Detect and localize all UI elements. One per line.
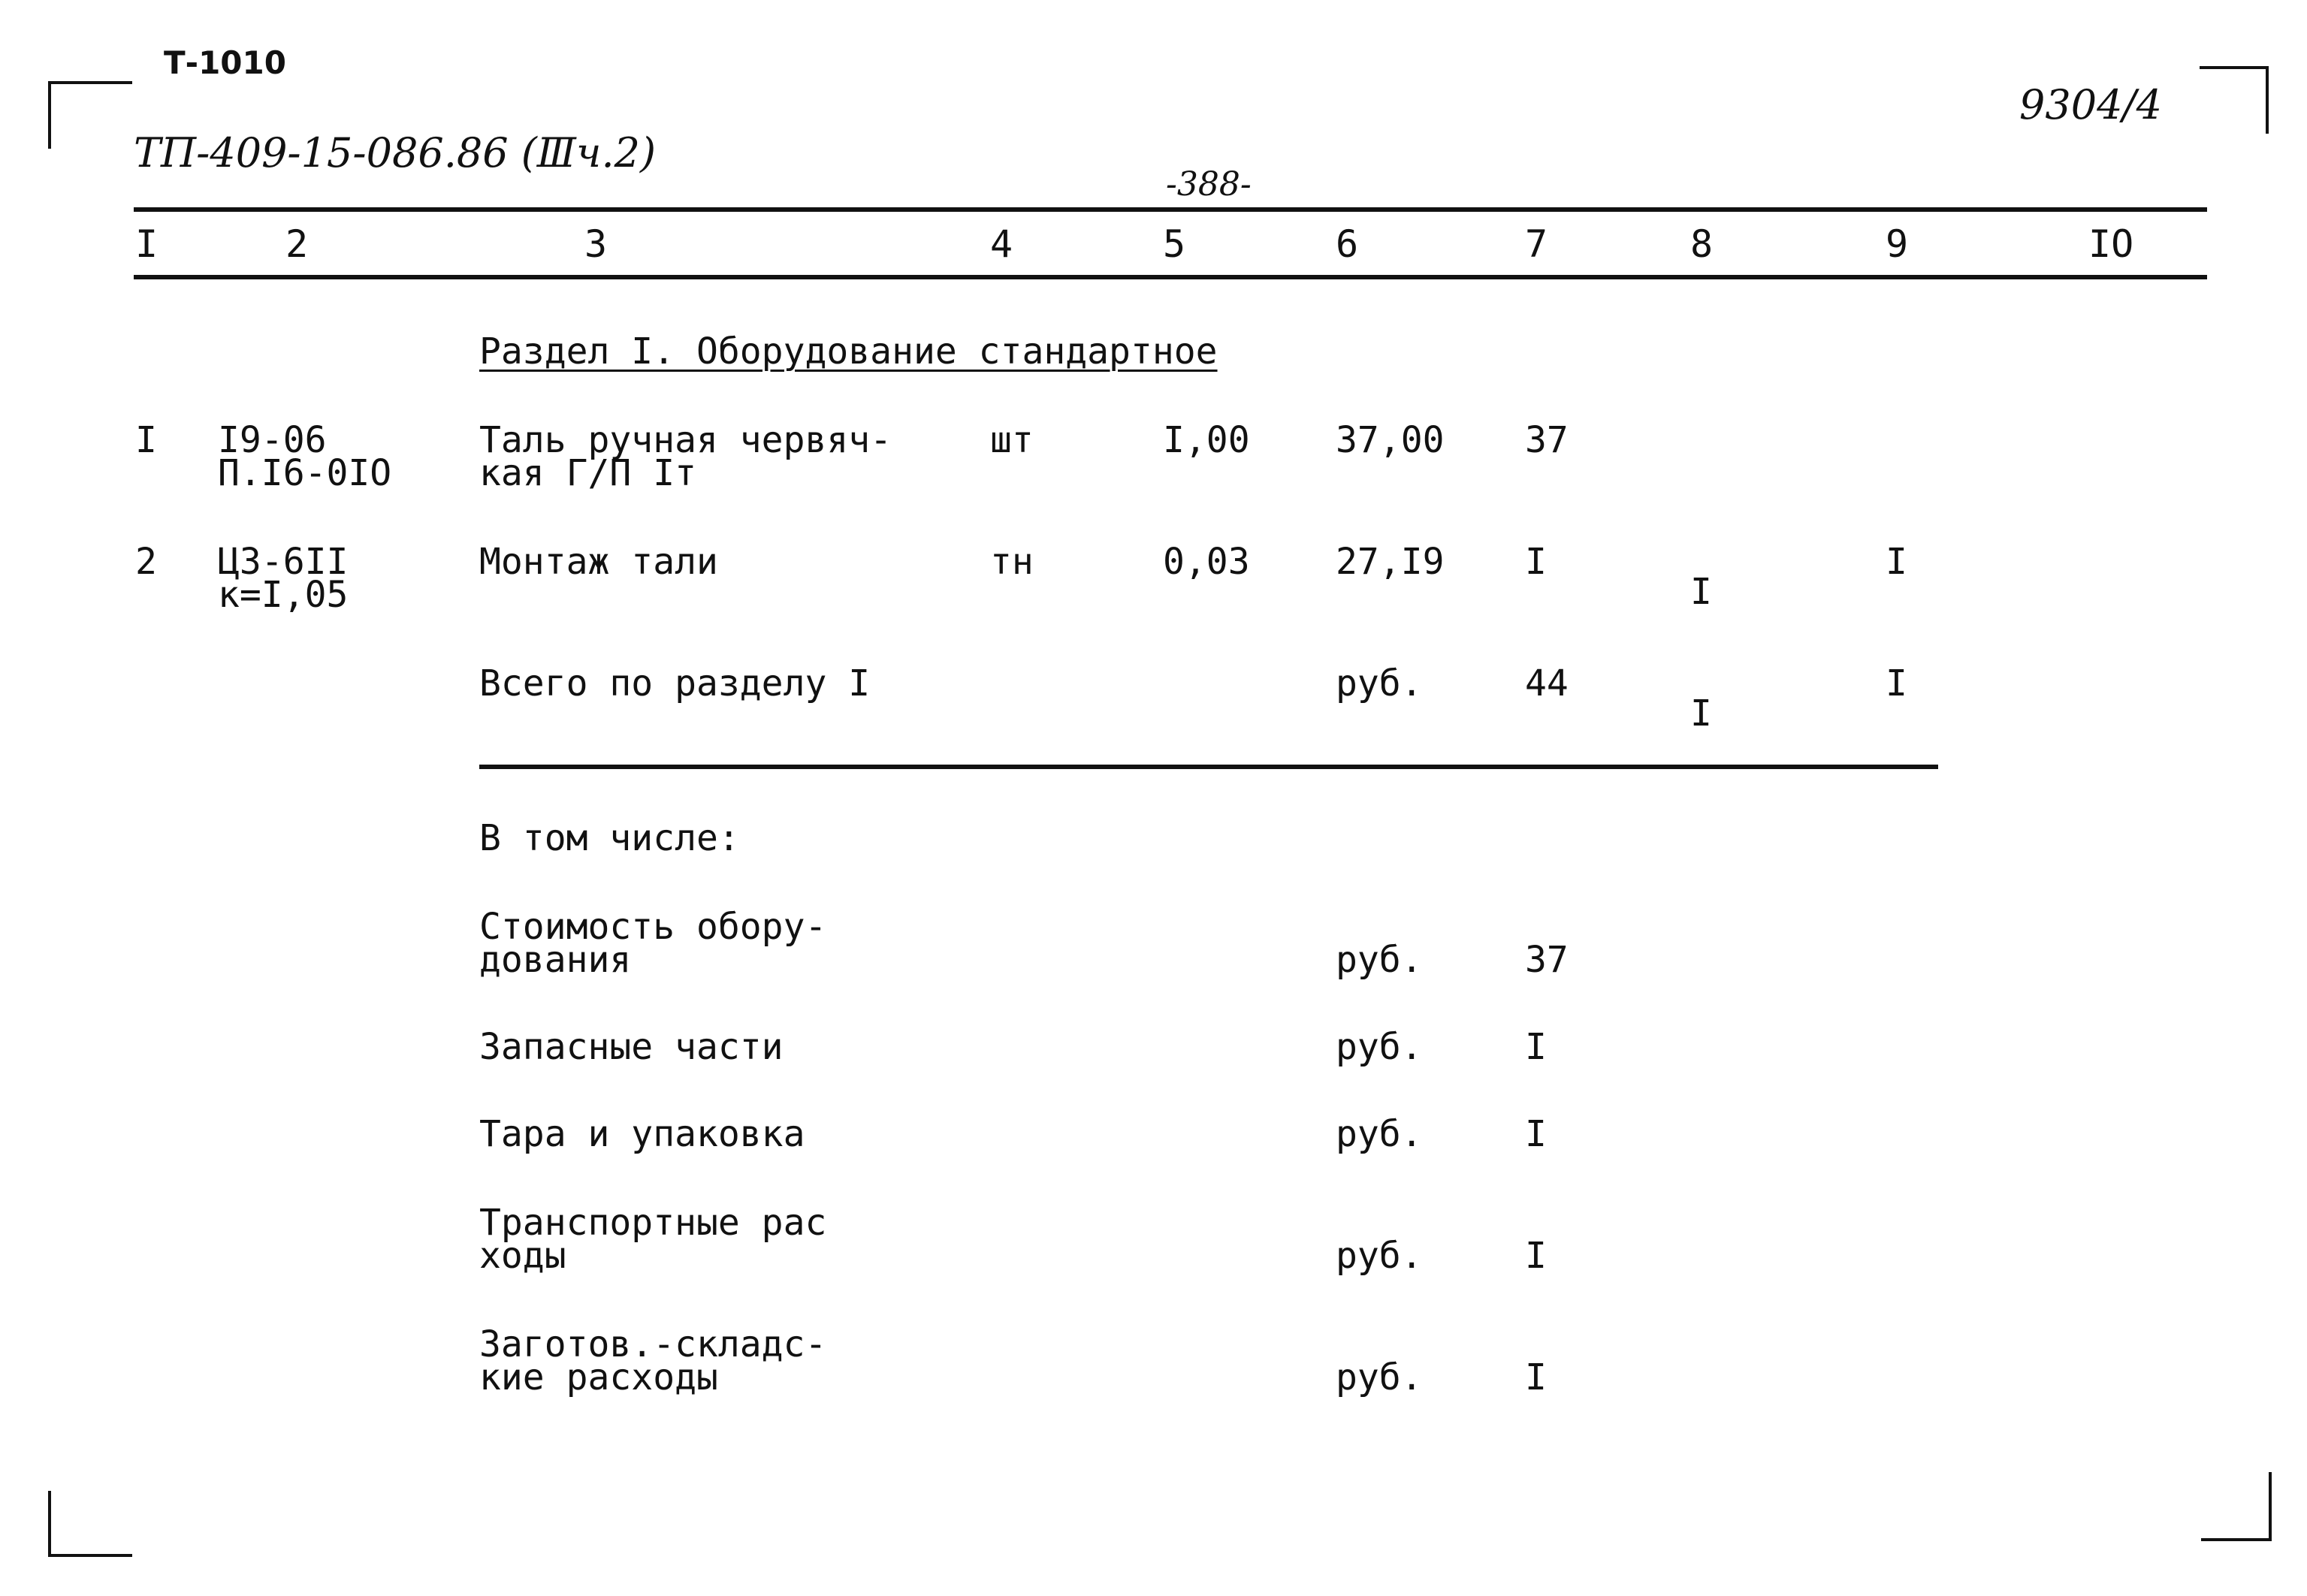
quantity: 0,03 [1163, 541, 1250, 583]
section-total-column-8: I [1690, 692, 1712, 735]
column-header: I [135, 222, 159, 266]
page-number: -388- [1166, 165, 1252, 204]
price-code: к=I,05 [218, 574, 349, 616]
price-code: I9-06 [218, 419, 327, 461]
breakdown-name: Тара и упаковка [479, 1113, 805, 1155]
corner-mark-top-right [2200, 66, 2269, 134]
row-number: 2 [135, 541, 157, 583]
header-top-rule [134, 207, 2207, 212]
column-9-value: I [1886, 541, 1907, 583]
column-header: 8 [1690, 222, 1714, 266]
breakdown-name: ходы [479, 1235, 566, 1277]
corner-mark-bottom-right [2201, 1472, 2272, 1541]
corner-mark-top-left [48, 81, 132, 149]
column-header: 5 [1163, 222, 1186, 266]
breakdown-value: 37 [1525, 939, 1569, 981]
column-8-value: I [1690, 571, 1712, 613]
breakdown-name: Запасные части [479, 1026, 784, 1068]
sheet-reference: 9304/4 [2019, 81, 2162, 128]
row-number: I [135, 419, 157, 461]
header-bottom-rule [134, 275, 2207, 279]
total-cost: I [1525, 541, 1547, 583]
breakdown-unit: руб. [1336, 1356, 1423, 1398]
column-header: 9 [1886, 222, 1909, 266]
breakdown-value: I [1525, 1026, 1547, 1068]
unit-price: 27,I9 [1336, 541, 1445, 583]
project-number: ТП-409-15-086.86 (Ⅲч.2) [134, 129, 657, 176]
breakdown-name: дования [479, 939, 632, 981]
breakdown-unit: руб. [1336, 939, 1423, 981]
column-header: 6 [1336, 222, 1359, 266]
unit: тн [990, 541, 1034, 583]
total-cost: 37 [1525, 419, 1569, 461]
section-title: Раздел I. Оборудование стандартное [479, 330, 1218, 373]
breakdown-unit: руб. [1336, 1113, 1423, 1155]
breakdown-name: Заготов.-складс- [479, 1323, 827, 1365]
item-name: Таль ручная червяч- [479, 419, 892, 461]
including-label: В том числе: [479, 817, 740, 859]
column-header: 2 [285, 222, 309, 266]
breakdown-name: Стоимость обору- [479, 906, 827, 948]
breakdown-value: I [1525, 1113, 1547, 1155]
price-code: П.I6-0IO [218, 452, 392, 494]
corner-mark-bottom-left [48, 1491, 132, 1557]
unit: шт [990, 419, 1034, 461]
section-total-unit: руб. [1336, 662, 1423, 704]
breakdown-unit: руб. [1336, 1235, 1423, 1277]
price-code: Ц3-6II [218, 541, 349, 583]
column-header: 7 [1525, 222, 1548, 266]
breakdown-name: Транспортные рас [479, 1202, 827, 1244]
total-rule [479, 765, 1938, 769]
quantity: I,00 [1163, 419, 1250, 461]
section-total-label: Всего по разделу I [479, 662, 871, 704]
column-header: IO [2088, 222, 2134, 266]
document-code: Т-1010 [164, 44, 286, 81]
unit-price: 37,00 [1336, 419, 1445, 461]
section-total-column-9: I [1886, 662, 1907, 704]
item-name: Монтаж тали [479, 541, 718, 583]
column-header: 3 [584, 222, 608, 266]
breakdown-unit: руб. [1336, 1026, 1423, 1068]
breakdown-value: I [1525, 1356, 1547, 1398]
breakdown-value: I [1525, 1235, 1547, 1277]
section-total-value: 44 [1525, 662, 1569, 704]
column-header: 4 [990, 222, 1013, 266]
breakdown-name: кие расходы [479, 1356, 718, 1398]
item-name: кая Г/П Iт [479, 452, 696, 494]
